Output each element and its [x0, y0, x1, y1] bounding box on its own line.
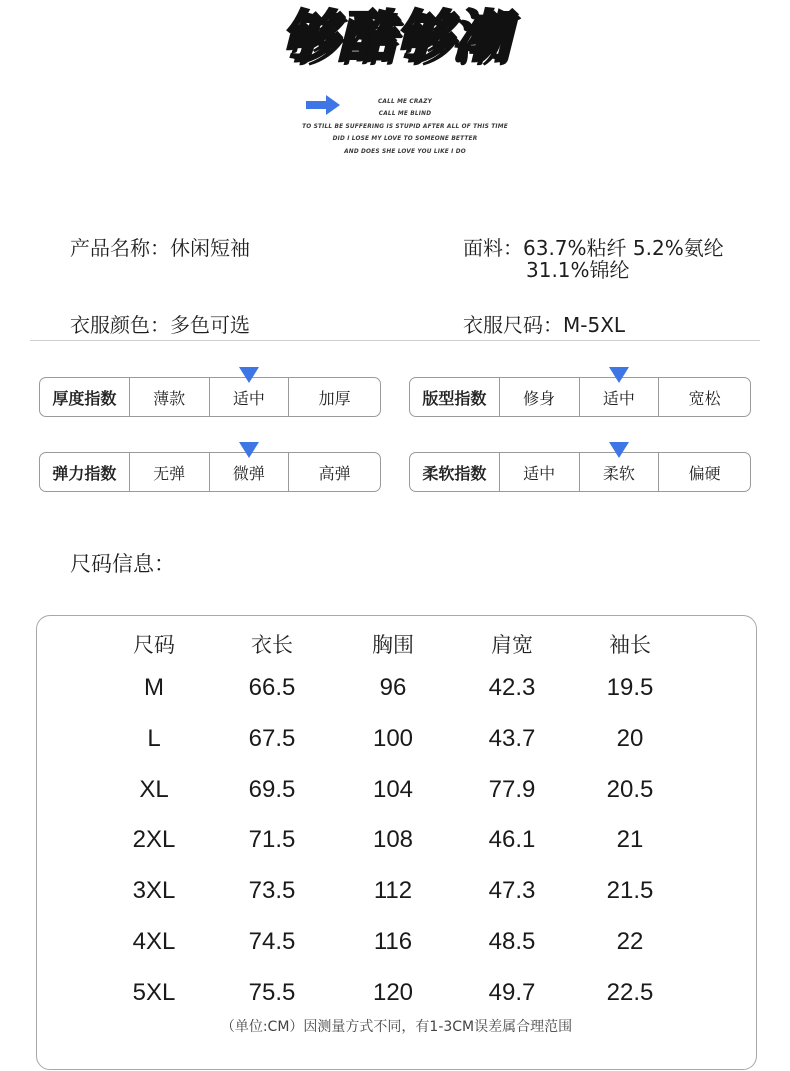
spec-label: 面料： [463, 236, 523, 260]
table-row [37, 724, 756, 754]
table-header-cell: 胸围 [372, 633, 414, 657]
table-cell: 3XL [132, 877, 176, 905]
table-cell: 21.5 [606, 877, 654, 905]
spec-value: 多色可选 [170, 313, 250, 337]
table-cell: 20.5 [606, 775, 654, 803]
index-option-label: 适中 [232, 388, 265, 408]
index-option-label: 适中 [602, 388, 635, 408]
table-cell: 20 [616, 724, 644, 752]
spec-fabric-line2: 31.1%锦纶 [526, 258, 630, 282]
index-option-label: 柔软 [602, 463, 635, 483]
table-cell: 116 [373, 928, 413, 955]
index-option-label: 微弹 [232, 463, 265, 483]
index-label: 柔软指数 [422, 463, 487, 483]
table-cell: 19.5 [606, 674, 654, 701]
table-cell: 2XL [132, 826, 176, 854]
table-row [37, 978, 756, 1008]
table-cell: 21 [616, 826, 644, 854]
table-row [37, 775, 756, 805]
spec-label: 产品名称： [70, 236, 170, 260]
selected-pointer-icon [239, 442, 259, 458]
table-row [37, 876, 756, 906]
table-cell: 4XL [132, 928, 176, 955]
table-cell: 22 [616, 928, 644, 955]
table-cell: M [144, 674, 164, 701]
table-cell: 73.5 [248, 877, 296, 905]
spec-product-name [70, 236, 250, 260]
softness-index [409, 452, 751, 492]
table-cell: 77.9 [488, 775, 536, 803]
table-cell: 43.7 [488, 724, 536, 752]
index-option-label: 薄款 [153, 388, 186, 408]
table-cell: 22.5 [606, 978, 654, 1006]
index-option [579, 453, 659, 491]
table-cell: 104 [372, 775, 414, 803]
tagline [260, 96, 550, 158]
table-row [37, 825, 756, 855]
table-cell: 75.5 [248, 978, 296, 1006]
spec-label: 衣服颜色： [70, 313, 170, 337]
index-option [499, 378, 579, 416]
fit-index [409, 377, 751, 417]
table-cell: 42.3 [488, 674, 536, 701]
index-option-label: 加厚 [318, 388, 351, 408]
index-label: 版型指数 [422, 388, 487, 408]
index-option [209, 378, 289, 416]
spec-value: 休闲短袖 [170, 236, 250, 260]
thickness-index [39, 377, 381, 417]
index-option-label: 适中 [523, 463, 556, 483]
index-label: 厚度指数 [52, 388, 117, 408]
table-cell: 67.5 [248, 724, 296, 752]
index-option [499, 453, 579, 491]
spec-value: M-5XL [563, 313, 626, 337]
measurement-note: （单位:CM）因测量方式不同，有1-3CM误差属合理范围 [220, 1019, 573, 1035]
table-cell: 74.5 [248, 928, 296, 955]
spec-size [463, 313, 625, 337]
spec-color [70, 313, 250, 337]
table-row [37, 927, 756, 957]
index-option [658, 378, 750, 416]
index-option [129, 453, 209, 491]
table-cell: XL [139, 775, 169, 803]
table-cell: 5XL [132, 978, 176, 1006]
index-label: 弹力指数 [52, 463, 117, 483]
table-header-cell: 肩宽 [491, 633, 533, 657]
spec-value: 63.7%粘纤 5.2%氨纶 [523, 236, 724, 260]
divider [30, 340, 760, 341]
index-option [129, 378, 209, 416]
index-option [658, 453, 750, 491]
table-cell: 96 [379, 674, 407, 701]
tagline-line: DID I LOSE MY LOVE TO SOMEONE BETTER [332, 136, 478, 143]
table-cell: 47.3 [488, 877, 536, 905]
table-cell: L [147, 724, 161, 752]
index-option [288, 378, 380, 416]
table-header-cell: 尺码 [133, 633, 175, 657]
table-cell: 100 [372, 724, 414, 752]
size-table-card [36, 615, 757, 1070]
index-option [209, 453, 289, 491]
table-header-cell: 衣长 [251, 633, 293, 657]
table-header-row [37, 630, 756, 660]
tagline-line: CALL ME BLIND [378, 111, 432, 118]
index-option-label: 修身 [523, 388, 556, 408]
index-option-label: 高弹 [318, 463, 351, 483]
table-cell: 46.1 [488, 826, 536, 854]
table-row [37, 673, 756, 703]
index-option-label: 宽松 [688, 388, 721, 408]
brand-title: 够酷够潮 [281, 5, 509, 70]
table-header-cell: 袖长 [609, 633, 651, 657]
selected-pointer-icon [609, 442, 629, 458]
spec-label: 衣服尺码： [463, 313, 563, 337]
elasticity-index [39, 452, 381, 492]
index-option-label: 无弹 [153, 463, 186, 483]
tagline-line: AND DOES SHE LOVE YOU LIKE I DO [344, 148, 466, 155]
table-cell: 69.5 [248, 775, 296, 803]
index-option-label: 偏硬 [688, 463, 721, 483]
table-cell: 48.5 [488, 928, 536, 955]
table-cell: 66.5 [248, 674, 296, 701]
spec-fabric [463, 236, 724, 260]
selected-pointer-icon [609, 367, 629, 383]
table-cell: 71.5 [248, 826, 296, 854]
index-option [288, 453, 380, 491]
tagline-line: TO STILL BE SUFFERING IS STUPID AFTER ALL OF THIS TIME [302, 123, 508, 130]
index-option [579, 378, 659, 416]
size-info-heading: 尺码信息： [70, 552, 175, 576]
tagline-line: CALL ME CRAZY [377, 99, 433, 105]
table-cell: 49.7 [488, 978, 536, 1006]
table-cell: 120 [372, 978, 414, 1006]
table-cell: 108 [372, 826, 414, 854]
table-cell: 112 [373, 877, 413, 905]
selected-pointer-icon [239, 367, 259, 383]
